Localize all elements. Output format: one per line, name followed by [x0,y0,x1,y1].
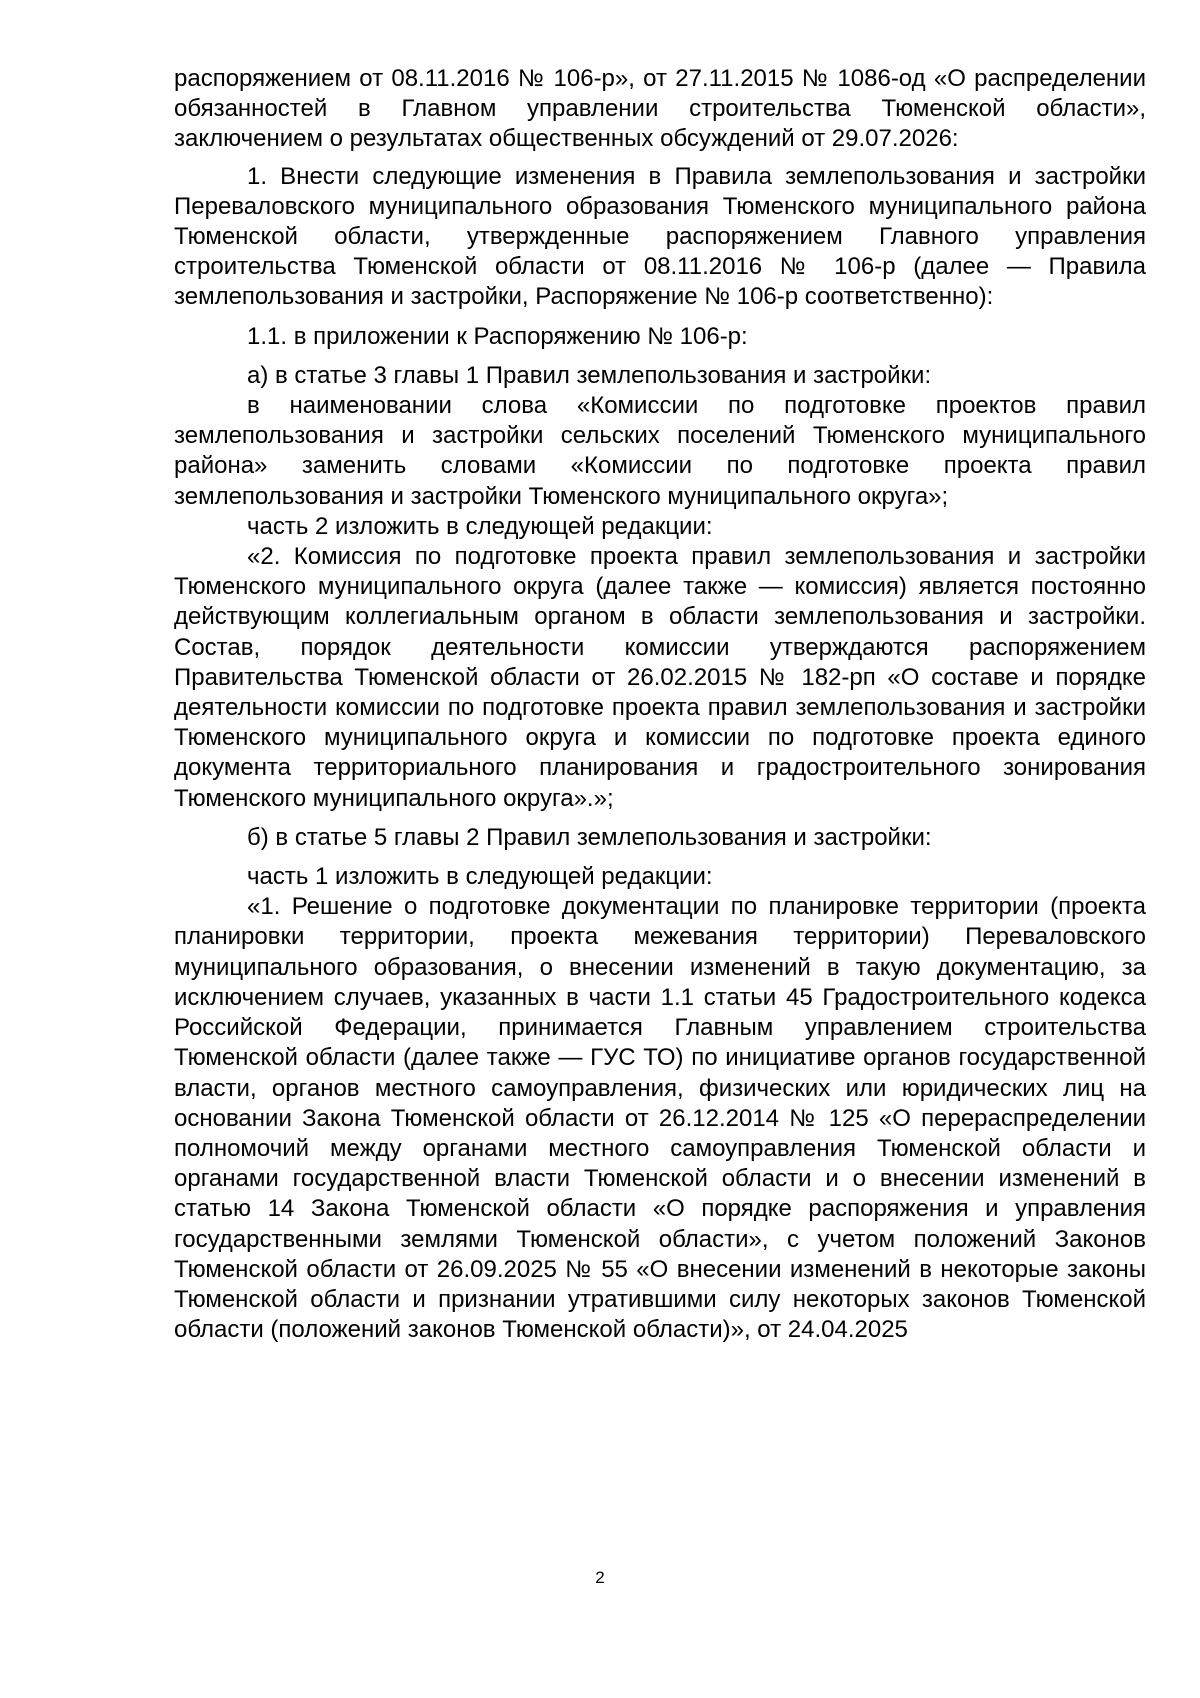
document-body [174,64,1146,1345]
paragraph-subitem-a: а) в статье 3 главы 1 Правил землепользования и застройки: [247,361,932,389]
paragraph-part-1-intro: часть 1 изложить в следующей редакции: [247,863,713,891]
paragraph-part-2-text: «2. Комиссия по подготовке проекта правил землепользования и застройки Тюменского муниципального округа (далее также — комиссия) является постоянно действующим коллегиальным органом в области землепользования и застройки. Состав, порядок деятельности комиссии утверждаются распоряжением Правительства Тюменской области от 26.02.2015 № 182-рп «О составе и порядке деятельности комиссии по подготовке проекта правил землепользования и застройки Тюменского муниципального округа и комиссии по подготовке проекта единого документа территориального планирования и градостроительного зонирования Тюменского муниципального округа».»; [174,543,1146,812]
paragraph-part-1-text: «1. Решение о подготовке документации по планировке территории (проекта планировки территории, проекта межевания территории) Переваловского муниципального образования, о внесении изменений в такую документацию, за исключением случаев, указанных в части 1.1 статьи 45 Градостроительного кодекса Российской Федерации, принимается Главным управлением строительства Тюменской области (далее также — ГУС ТО) по инициативе органов государственной власти, органов местного самоуправления, физических или юридических лиц на основании Закона Тюменской области от 26.12.2014 № 125 «О перераспределении полномочий между органами местного самоуправления Тюменской области и органами государственной власти Тюменской области и о внесении изменений в статью 14 Закона Тюменской области «О порядке распоряжения и управления государственными землями Тюменской области», с учетом положений Законов Тюменской области от 26.09.2025 № 55 «О внесении изменений в некоторые законы Тюменской области и признании утратившими силу некоторых законов Тюменской области (положений законов Тюменской области)», от 24.04.2025 [174,893,1146,1344]
paragraph-item-1-1: 1.1. в приложении к Распоряжению № 106-р: [247,322,748,350]
paragraph-part-2-intro: часть 2 изложить в следующей редакции: [247,512,713,540]
paragraph-title-change: в наименовании слова «Комиссии по подготовке проектов правил землепользования и застройки сельских поселений Тюменского муниципального района» заменить словами «Комиссии по подготовке проекта правил землепользования и застройки Тюменского муниципального округа»; [174,392,1146,510]
paragraph-preamble-continuation: распоряжением от 08.11.2016 № 106-р», от 27.11.2015 № 1086-од «О распределении обязанностей в Главном управлении строительства Тюменской области», заключением о результатах общественных обсуждений от 29.07.2026: [174,65,1146,153]
paragraph-subitem-b: б) в статье 5 главы 2 Правил землепользования и застройки: [247,823,932,851]
page-number: 2 [595,1568,605,1587]
paragraph-item-1: 1. Внести следующие изменения в Правила землепользования и застройки Переваловского муниципального образования Тюменского муниципального района Тюменской области, утвержденные распоряжением Главного управления строительства Тюменской области от 08.11.2016 № 106-р (далее — Правила землепользования и застройки, Распоряжение № 106-р соответственно): [174,162,1146,311]
